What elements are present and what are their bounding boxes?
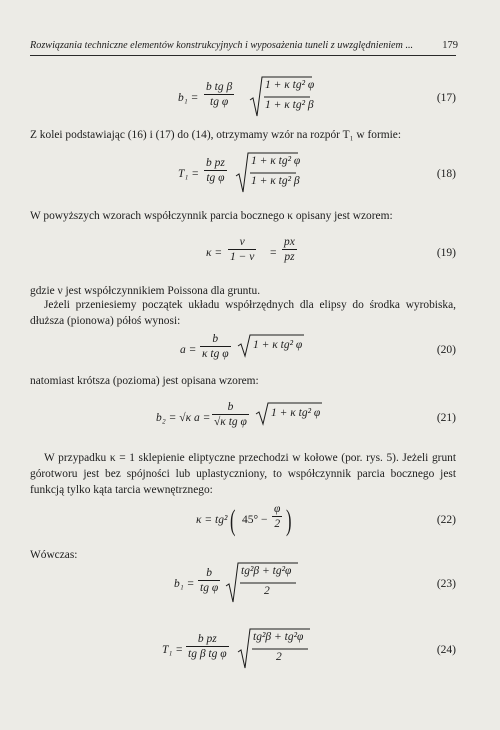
- eq19-equals: =: [270, 247, 277, 259]
- eq21-sqrt: 1 + κ tg² φ: [256, 402, 320, 426]
- equation-20: [0, 330, 500, 376]
- equation-17: [0, 74, 500, 120]
- paragraph-6: W przypadku κ = 1 sklepienie eliptyczne przechodzi w kołowe (por. rys. 5). Jeżeli grunt górotworu jest bez spójności lub uplastyczniony, to współczynnik parcia bocznego jest funkcją tylko kąta tarcia wewnętrznego:: [30, 452, 456, 496]
- eq24-lhs: T₁ =: [162, 644, 184, 656]
- eq19-fraction-1: $\frac{\nu}{1 - \nu}$: [230, 236, 255, 263]
- eq24-fraction: $\frac{\text{b pz}}{\text{tg β tg φ}}$: [188, 633, 227, 660]
- equation-24: [0, 626, 500, 672]
- equation-19: [0, 232, 500, 278]
- eq23-sqrt: tg²β + tg²φ 2: [226, 562, 296, 604]
- paragraph-4: Jeżeli przeniesiemy początek układu współrzędnych dla elipsy do środka wyrobiska, dłuższa (pionowa) półoś wynosi:: [30, 299, 456, 327]
- eq20-lhs: a =: [180, 344, 197, 356]
- running-header: [30, 40, 456, 56]
- eq21-number: (21): [436, 412, 456, 424]
- eq18-lhs: T₁ =: [178, 168, 200, 180]
- paragraph-7: Wówczas:: [30, 549, 78, 561]
- eq24-number: (24): [436, 644, 456, 656]
- running-title: Rozwiązania techniczne elementów konstrukcyjnych i wyposażenia tuneli z uwzględnieniem ...: [30, 40, 414, 51]
- eq23-number: (23): [436, 578, 456, 590]
- eq22-lhs: κ = tg²: [196, 514, 228, 526]
- eq22-left-paren: (: [230, 504, 236, 537]
- eq17-lhs: b₁ =: [178, 92, 199, 104]
- eq21-lhs: b₂ = √κ a =: [156, 412, 211, 424]
- eq22-right-paren: ): [286, 504, 292, 537]
- eq20-number: (20): [436, 344, 456, 356]
- eq23-fraction: $\frac{b}{\text{tg φ}}$: [200, 567, 219, 594]
- equation-21: [0, 398, 500, 444]
- eq18-sqrt: 1 + κ tg² φ 1 + κ tg² β: [236, 152, 296, 194]
- paragraph-5: natomiast krótsza (pozioma) jest opisana wzorem:: [30, 375, 259, 387]
- eq17-number: (17): [436, 92, 456, 104]
- eq19-fraction-2: $\frac{px}{pz}$: [284, 236, 295, 263]
- paragraph-2: W powyższych wzorach współczynnik parcia bocznego κ opisany jest wzorem:: [30, 210, 393, 222]
- eq20-sqrt: 1 + κ tg² φ: [238, 334, 302, 358]
- equation-18: [0, 150, 500, 196]
- page-number: 179: [442, 40, 458, 51]
- eq17-sqrt: 1 + κ tg² φ 1 + κ tg² β: [250, 76, 310, 118]
- eq18-number: (18): [436, 168, 456, 180]
- eq22-number: (22): [436, 514, 456, 526]
- eq20-fraction: $\frac{b}{\text{κ tg φ}}$: [202, 333, 229, 360]
- eq18-fraction: $\frac{\text{b pz}}{\text{tg φ}}$: [206, 157, 225, 184]
- eq21-fraction: $\frac{b}{\text{√κ tg φ}}$: [214, 401, 247, 428]
- eq19-number: (19): [436, 247, 456, 259]
- eq17-fraction: $\frac{\text{b tg β}}{\text{tg φ}}$: [206, 81, 233, 108]
- eq23-lhs: b₁ =: [174, 578, 195, 590]
- equation-23: [0, 560, 500, 606]
- eq22-inner: 45° −: [242, 514, 268, 526]
- eq24-sqrt: tg²β + tg²φ 2: [238, 628, 308, 670]
- eq22-fraction: $\frac{\varphi}{2}$: [274, 503, 281, 530]
- equation-22: [0, 500, 500, 546]
- paragraph-3: gdzie ν jest współczynnikiem Poissona dla gruntu.: [30, 285, 261, 297]
- paragraph-1: Z kolei podstawiając (16) i (17) do (14), otrzymamy wzór na rozpór T₁ w formie:: [30, 129, 401, 141]
- eq19-lhs: κ =: [206, 247, 223, 259]
